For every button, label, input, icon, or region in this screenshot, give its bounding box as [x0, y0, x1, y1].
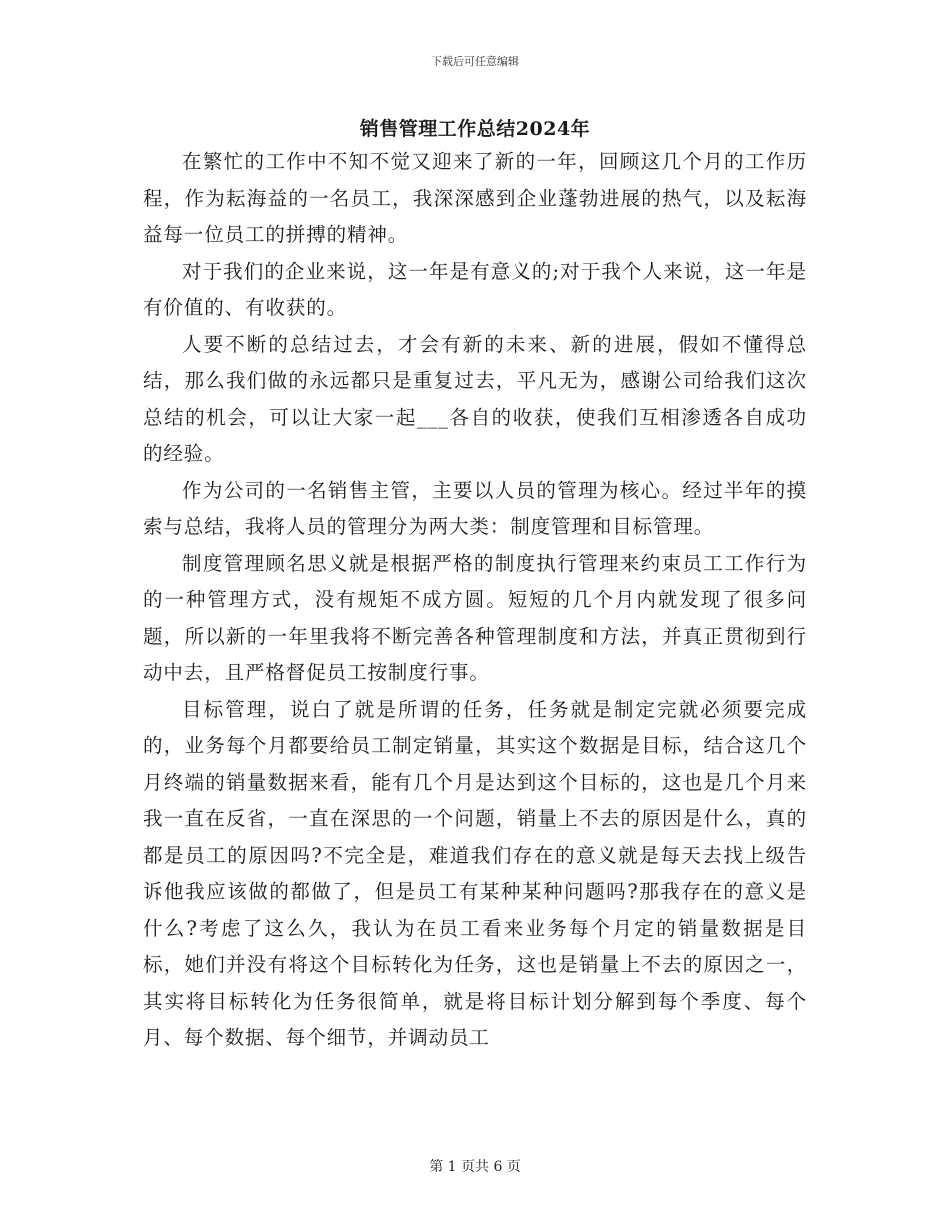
page-footer: 第 1 页共 6 页	[429, 1159, 521, 1175]
document-title: 销售管理工作总结2024年	[359, 118, 591, 140]
paragraph-3: 人要不断的总结过去，才会有新的未来、新的进展，假如不懂得总结，那么我们做的永远都只是重复过去，平凡无为，感谢公司给我们这次总结的机会，可以让大家一起___各自的收获，使我们互相渗透各自成功的经验。	[143, 332, 807, 465]
paragraph-2: 对于我们的企业来说，这一年是有意义的;对于我个人来说，这一年是有价值的、有收获的。	[143, 259, 807, 319]
paragraph-6: 目标管理，说白了就是所谓的任务，任务就是制定完就必须要完成的，业务每个月都要给员工制定销量，其实这个数据是目标，结合这几个月终端的销量数据来看，能有几个月是达到这个目标的，这也是几个月来我一直在反省，一直在深思的一个问题，销量上不去的原因是什么，真的都是员工的原因吗?不完全是，难道我们存在的意义就是每天去找上级告诉他我应该做的都做了，但是员工有某种某种问题吗?那我存在的意义是什么?考虑了这么久，我认为在员工看来业务每个月定的销量数据是目标，她们并没有将这个目标转化为任务，这也是销量上不去的原因之一，其实将目标转化为任务很简单，就是将目标计划分解到每个季度、每个月、每个数据、每个细节，并调动员工	[143, 697, 807, 1049]
header-note: 下载后可任意编辑	[431, 55, 519, 68]
paragraph-5: 制度管理顾名思义就是根据严格的制度执行管理来约束员工工作行为的一种管理方式，没有规矩不成方圆。短短的几个月内就发现了很多问题，所以新的一年里我将不断完善各种管理制度和方法，并真正贯彻到行动中去，且严格督促员工按制度行事。	[143, 551, 807, 684]
paragraph-4: 作为公司的一名销售主管，主要以人员的管理为核心。经过半年的摸索与总结，我将人员的管理分为两大类：制度管理和目标管理。	[143, 478, 807, 538]
paragraph-1: 在繁忙的工作中不知不觉又迎来了新的一年，回顾这几个月的工作历程，作为耘海益的一名员工，我深深感到企业蓬勃进展的热气，以及耘海益每一位员工的拼搏的精神。	[143, 150, 807, 246]
document-body	[143, 144, 807, 1057]
